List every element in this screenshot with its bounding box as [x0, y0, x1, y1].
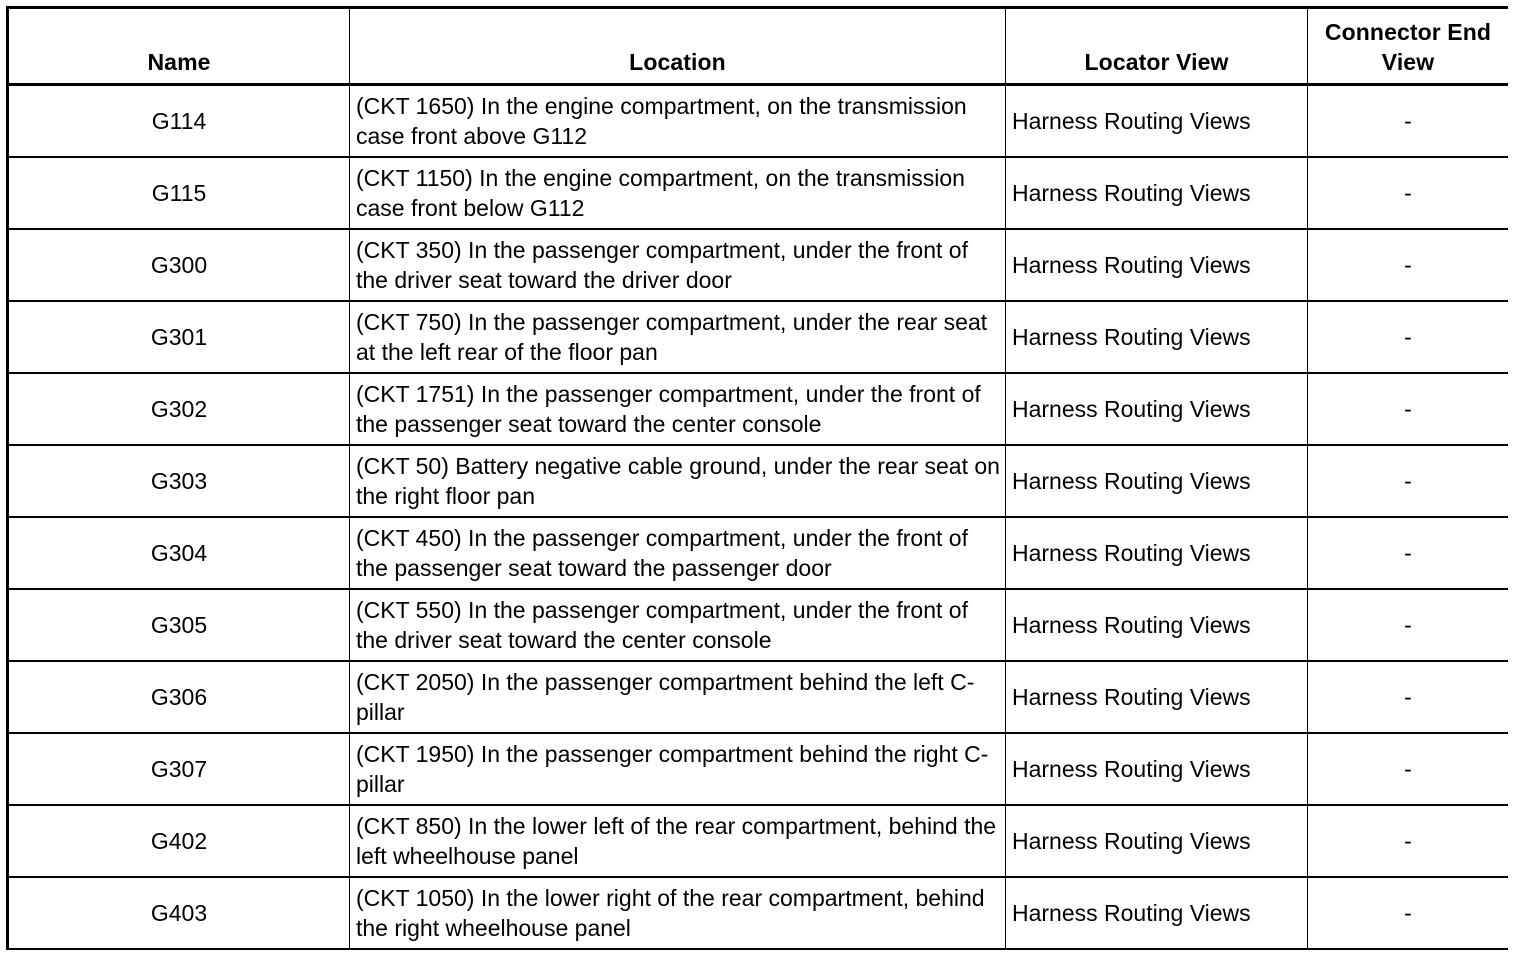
- cell-locator-view: Harness Routing Views: [1006, 157, 1308, 229]
- ground-locations-table-container: [6, 6, 1508, 960]
- cell-locator-view: Harness Routing Views: [1006, 445, 1308, 517]
- cell-connector-end-view: -: [1308, 805, 1509, 877]
- table-row: [8, 805, 1509, 877]
- cell-location: (CKT 750) In the passenger compartment, under the rear seat at the left rear of the floor pan: [350, 301, 1006, 373]
- table-header-row: [8, 8, 1509, 85]
- table-row: [8, 229, 1509, 301]
- cell-location: (CKT 1150) In the engine compartment, on the transmission case front below G112: [350, 157, 1006, 229]
- cell-locator-view: Harness Routing Views: [1006, 877, 1308, 949]
- cell-locator-view: Harness Routing Views: [1006, 805, 1308, 877]
- cell-locator-view: Harness Routing Views: [1006, 733, 1308, 805]
- cell-locator-view: Harness Routing Views: [1006, 229, 1308, 301]
- cell-connector-end-view: -: [1308, 445, 1509, 517]
- ground-locations-table: [6, 6, 1508, 950]
- cell-name: G402: [8, 805, 350, 877]
- table-row: [8, 373, 1509, 445]
- cell-location: (CKT 1950) In the passenger compartment behind the right C-pillar: [350, 733, 1006, 805]
- cell-connector-end-view: -: [1308, 373, 1509, 445]
- table-row: [8, 517, 1509, 589]
- cell-name: G301: [8, 301, 350, 373]
- cell-connector-end-view: -: [1308, 517, 1509, 589]
- cell-name: G300: [8, 229, 350, 301]
- cell-locator-view: Harness Routing Views: [1006, 589, 1308, 661]
- cell-name: G114: [8, 85, 350, 158]
- cell-locator-view: Harness Routing Views: [1006, 517, 1308, 589]
- cell-connector-end-view: -: [1308, 157, 1509, 229]
- cell-locator-view: Harness Routing Views: [1006, 661, 1308, 733]
- table-row: [8, 661, 1509, 733]
- cell-location: (CKT 350) In the passenger compartment, under the front of the driver seat toward the driver door: [350, 229, 1006, 301]
- table-row: [8, 301, 1509, 373]
- cell-location: (CKT 50) Battery negative cable ground, under the rear seat on the right floor pan: [350, 445, 1006, 517]
- header-locator-view: Locator View: [1006, 8, 1308, 85]
- table-row: [8, 445, 1509, 517]
- cell-name: G115: [8, 157, 350, 229]
- cell-name: G304: [8, 517, 350, 589]
- cell-connector-end-view: -: [1308, 733, 1509, 805]
- cell-location: (CKT 2050) In the passenger compartment behind the left C-pillar: [350, 661, 1006, 733]
- table-row: [8, 157, 1509, 229]
- cell-name: G306: [8, 661, 350, 733]
- cell-location: (CKT 1751) In the passenger compartment, under the front of the passenger seat toward the center console: [350, 373, 1006, 445]
- cell-locator-view: Harness Routing Views: [1006, 301, 1308, 373]
- cell-location: (CKT 1050) In the lower right of the rear compartment, behind the right wheelhouse panel: [350, 877, 1006, 949]
- cell-name: G305: [8, 589, 350, 661]
- cell-connector-end-view: -: [1308, 877, 1509, 949]
- cell-connector-end-view: -: [1308, 301, 1509, 373]
- cell-location: (CKT 550) In the passenger compartment, under the front of the driver seat toward the center console: [350, 589, 1006, 661]
- table-row: [8, 733, 1509, 805]
- table-body: [8, 85, 1509, 950]
- cell-location: (CKT 450) In the passenger compartment, under the front of the passenger seat toward the passenger door: [350, 517, 1006, 589]
- cell-name: G403: [8, 877, 350, 949]
- cell-connector-end-view: -: [1308, 589, 1509, 661]
- cell-connector-end-view: -: [1308, 661, 1509, 733]
- table-row: [8, 877, 1509, 949]
- cell-location: (CKT 850) In the lower left of the rear compartment, behind the left wheelhouse panel: [350, 805, 1006, 877]
- header-name: Name: [8, 8, 350, 85]
- header-connector-end-view: Connector End View: [1308, 8, 1509, 85]
- header-location: Location: [350, 8, 1006, 85]
- table-row: [8, 85, 1509, 158]
- cell-connector-end-view: -: [1308, 85, 1509, 158]
- cell-locator-view: Harness Routing Views: [1006, 85, 1308, 158]
- cell-name: G303: [8, 445, 350, 517]
- cell-locator-view: Harness Routing Views: [1006, 373, 1308, 445]
- cell-name: G307: [8, 733, 350, 805]
- cell-name: G302: [8, 373, 350, 445]
- cell-location: (CKT 1650) In the engine compartment, on the transmission case front above G112: [350, 85, 1006, 158]
- cell-connector-end-view: -: [1308, 229, 1509, 301]
- table-row: [8, 589, 1509, 661]
